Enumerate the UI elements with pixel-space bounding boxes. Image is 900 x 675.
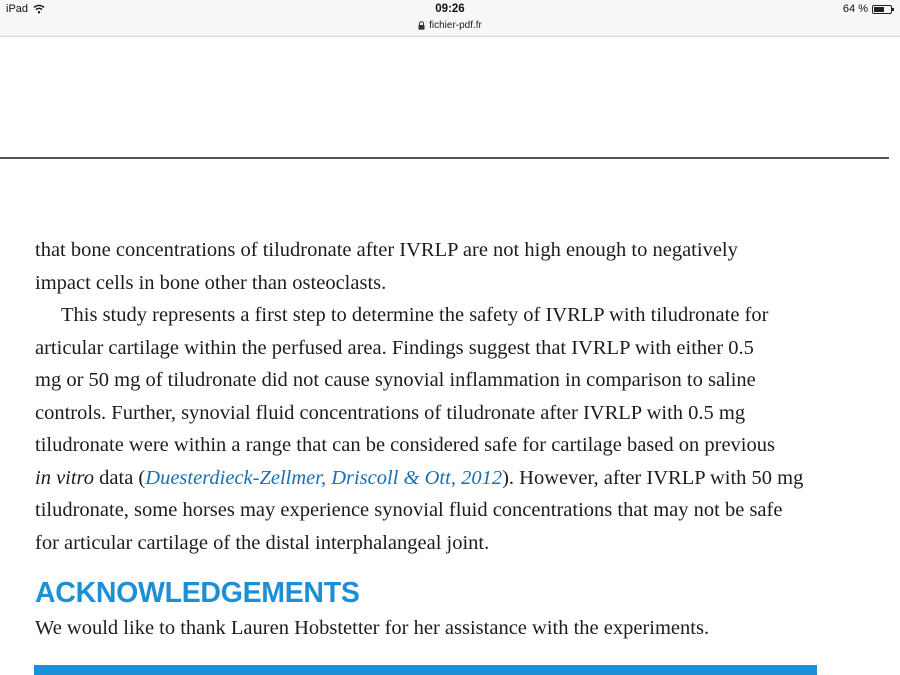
horizontal-rule — [0, 157, 889, 159]
battery-percentage: 64 % — [842, 3, 868, 15]
status-time: 09:26 — [435, 3, 465, 15]
text-line: This study represents a first step to determine the safety of IVRLP with tiludronate for — [61, 304, 769, 326]
text-line: controls. Further, synovial fluid concentrations of tiludronate after IVRLP with 0.5 mg — [35, 401, 746, 424]
lock-icon — [418, 21, 425, 30]
url-text[interactable]: fichier-pdf.fr — [429, 20, 482, 31]
text-fragment: ). However, after IVRLP with 50 mg — [502, 466, 804, 489]
battery-icon — [872, 5, 892, 14]
text-line: tiludronate were within a range that can be considered safe for cartilage based on previous — [35, 434, 775, 456]
text-line — [35, 462, 895, 495]
text-line: mg or 50 mg of tiludronate did not cause synovial inflammation in comparison to saline — [35, 369, 756, 391]
section-bar — [34, 665, 817, 675]
status-bar — [0, 0, 900, 20]
status-right — [843, 3, 892, 15]
body-text — [35, 234, 895, 559]
address-bar[interactable] — [0, 20, 900, 37]
text-line: tiludronate, some horses may experience synovial fluid concentrations that may not be safe — [35, 499, 783, 521]
text-line: that bone concentrations of tiludronate after IVRLP are not high enough to negatively — [35, 239, 738, 261]
text-line: impact cells in bone other than osteoclasts. — [35, 271, 387, 294]
address-inner — [0, 20, 900, 31]
device-name: iPad — [6, 3, 29, 15]
acknowledgements-text: We would like to thank Lauren Hobstetter for her assistance with the experiments. — [35, 617, 710, 639]
text-line: articular cartilage within the perfused area. Findings suggest that IVRLP with either 0.5 — [35, 336, 754, 359]
text-line: for articular cartilage of the distal interphalangeal joint. — [35, 531, 490, 554]
battery-tip — [892, 8, 894, 11]
pdf-page — [0, 37, 900, 675]
text-fragment: data ( — [94, 466, 146, 489]
citation-link[interactable]: Duesterdieck-Zellmer, Driscoll & Ott, 2012 — [145, 466, 503, 489]
battery-fill — [874, 7, 884, 12]
acknowledgements-heading: ACKNOWLEDGEMENTS — [35, 577, 360, 609]
italic-term: in vitro — [35, 466, 95, 489]
